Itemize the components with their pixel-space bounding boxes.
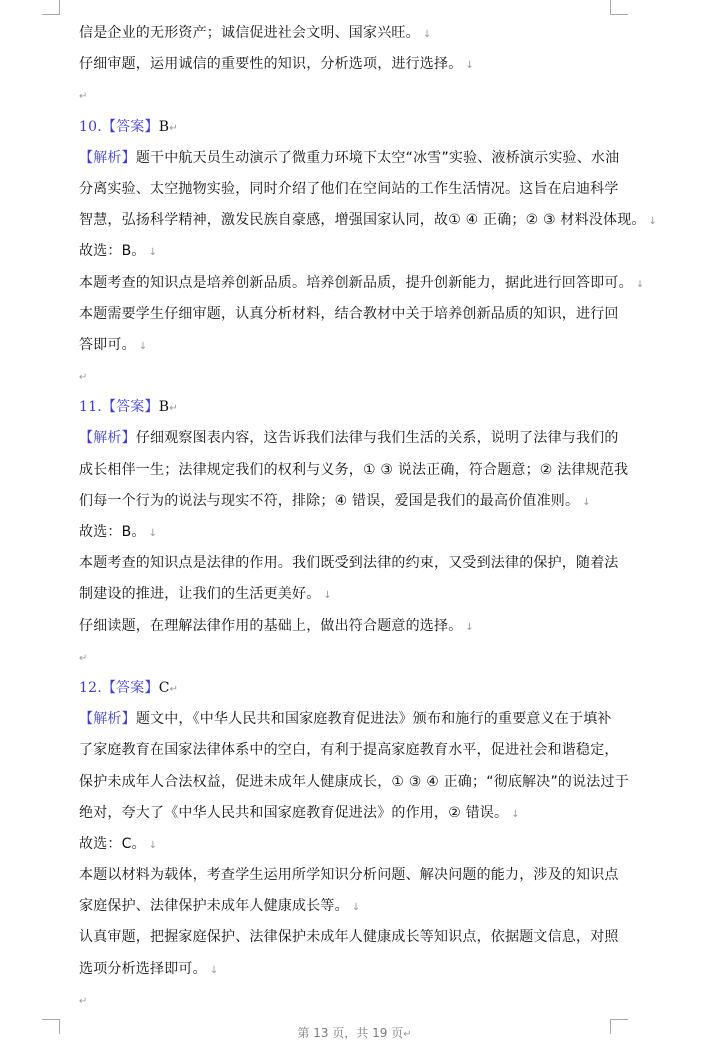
- line-break-mark: ↓: [511, 808, 520, 820]
- conclusion-line: [79, 829, 624, 860]
- knowledge-line: [79, 860, 624, 891]
- text: 智慧，弘扬科学精神，激发民族自豪感，增强国家认同，故① ④ 正确；② ③ 材料没体现。: [79, 212, 646, 229]
- text: 故选：C。: [79, 835, 146, 852]
- line-break-mark: ↓: [209, 964, 219, 976]
- analysis-label: 【解析】: [79, 711, 136, 728]
- text: 们每一个行为的说法与现实不符，排除；④ 错误，爱国是我们的最高价值准则。: [79, 492, 580, 509]
- text: 答即可。: [79, 336, 136, 353]
- line-break-mark: ↓: [138, 340, 148, 352]
- text: 信是企业的无形资产；诚信促进社会文明、国家兴旺。: [79, 25, 420, 41]
- text: 本题考查的知识点是法律的作用。我们既受到法律的约束，又受到法律的保护，随着法: [79, 555, 619, 572]
- analysis-line: [79, 455, 629, 486]
- question-number: 10.: [79, 118, 102, 135]
- text: 故选：B。: [79, 243, 146, 260]
- answer-value: B: [158, 118, 170, 135]
- text: 仔细审题，运用诚信的重要性的知识，分析选项，进行选择。: [79, 56, 463, 73]
- text: 仔细读题，在理解法律作用的基础上，做出符合题意的选择。: [79, 617, 463, 634]
- paragraph-line: [79, 49, 624, 80]
- document-body[interactable]: [79, 18, 658, 1016]
- text: 仔细观察图表内容，这告诉我们法律与我们生活的关系，说明了法律与我们的: [135, 430, 619, 447]
- empty-paragraph: [79, 80, 624, 111]
- analysis-line: [79, 798, 624, 829]
- knowledge-line: [79, 548, 624, 579]
- empty-paragraph: [79, 642, 624, 673]
- line-break-mark: ↓: [351, 902, 361, 914]
- text: 故选：B。: [79, 524, 146, 540]
- answer-label: 【答案】: [101, 399, 159, 416]
- knowledge-line: [79, 891, 624, 922]
- knowledge-line: [79, 268, 645, 299]
- line-break-mark: ↓: [323, 590, 332, 602]
- page-footer: [0, 1024, 709, 1041]
- paragraph-mark: ↵: [169, 122, 178, 134]
- text: 了家庭教育在国家法律体系中的空白，有利于提高家庭教育水平，促进社会和谐稳定，: [79, 742, 619, 759]
- paragraph-mark: ↵: [79, 652, 88, 664]
- answer-value: C: [158, 679, 170, 696]
- text: 本题以材料为载体，考查学生运用所学知识分析问题、解决问题的能力，涉及的知识点: [79, 867, 619, 884]
- tip-line: [79, 922, 624, 953]
- analysis-line: [79, 486, 624, 517]
- line-break-mark: ↓: [648, 216, 658, 228]
- paragraph-mark: ↵: [169, 683, 179, 695]
- text: 成长相伴一生；法律规定我们的权利与义务，① ③ 说法正确，符合题意；② 法律规范我: [79, 461, 629, 478]
- line-break-mark: ↓: [148, 528, 158, 539]
- text: 本题需要学生仔细审题，认真分析材料，结合教材中关于培养创新品质的知识，进行回: [79, 305, 619, 322]
- text: 绝对，夸大了《中华人民共和国家庭教育促进法》的作用，② 错误。: [79, 804, 509, 821]
- line-break-mark: ↓: [148, 247, 158, 259]
- analysis-line: [79, 143, 624, 174]
- line-break-mark: ↓: [635, 278, 645, 290]
- knowledge-line: [79, 579, 624, 610]
- text: 本题考查的知识点是培养创新品质。培养创新品质，提升创新能力，据此进行回答即可。: [79, 274, 633, 291]
- answer-heading-q12: [79, 673, 624, 704]
- analysis-line: [79, 735, 624, 766]
- tip-line: [79, 299, 624, 330]
- line-break-mark: ↓: [465, 60, 474, 72]
- paragraph-mark: ↵: [403, 1029, 412, 1040]
- paragraph-mark: ↵: [169, 403, 178, 415]
- text: 制建设的推进，让我们的生活更美好。: [79, 586, 321, 603]
- tip-line: [79, 954, 624, 985]
- paragraph-mark: ↵: [79, 91, 88, 103]
- tip-line: [79, 611, 624, 642]
- line-break-mark: ↓: [582, 496, 591, 508]
- answer-heading-q10: [79, 112, 624, 143]
- margin-corner-top-left: [42, 0, 60, 15]
- line-break-mark: ↓: [422, 29, 432, 40]
- paragraph-mark: ↵: [79, 372, 88, 384]
- answer-value: B: [158, 399, 170, 416]
- conclusion-line: [79, 236, 624, 267]
- analysis-line: [79, 767, 629, 798]
- text: 选项分析选择即可。: [79, 960, 207, 977]
- question-number: 11.: [79, 399, 102, 416]
- paragraph-mark: ↵: [79, 995, 88, 1007]
- analysis-line: [79, 704, 624, 735]
- text: 题干中航天员生动演示了微重力环境下太空“冰雪”实验、液桥演示实验、水油: [135, 149, 620, 166]
- answer-label: 【答案】: [101, 118, 159, 135]
- conclusion-line: [79, 517, 624, 548]
- line-break-mark: ↓: [148, 839, 158, 851]
- answer-label: 【答案】: [101, 679, 159, 696]
- empty-paragraph: [79, 985, 624, 1016]
- text: 家庭保护、法律保护未成年人健康成长等。: [79, 898, 349, 915]
- analysis-line: [79, 423, 624, 454]
- analysis-line: [79, 205, 658, 236]
- line-break-mark: ↓: [465, 621, 474, 633]
- analysis-label: 【解析】: [79, 430, 136, 447]
- page-number: 第 13 页，共 19 页: [297, 1026, 404, 1040]
- analysis-label: 【解析】: [79, 149, 136, 166]
- text: 认真审题，把握家庭保护、法律保护未成年人健康成长等知识点，依据题文信息，对照: [79, 929, 619, 946]
- tip-line: [79, 330, 624, 361]
- question-number: 12.: [79, 679, 102, 696]
- empty-paragraph: [79, 361, 624, 392]
- text: 题文中，《中华人民共和国家庭教育促进法》颁布和施行的重要意义在于填补: [135, 711, 612, 728]
- text: 保护未成年人合法权益，促进未成年人健康成长，① ③ ④ 正确；“彻底解决”的说法过于: [79, 773, 629, 790]
- paragraph-line: [79, 18, 624, 49]
- analysis-line: [79, 174, 624, 205]
- text: 分离实验、太空抛物实验，同时介绍了他们在空间站的工作生活情况。这旨在启迪科学: [79, 180, 619, 197]
- answer-heading-q11: [79, 392, 624, 423]
- margin-corner-top-right: [610, 0, 628, 15]
